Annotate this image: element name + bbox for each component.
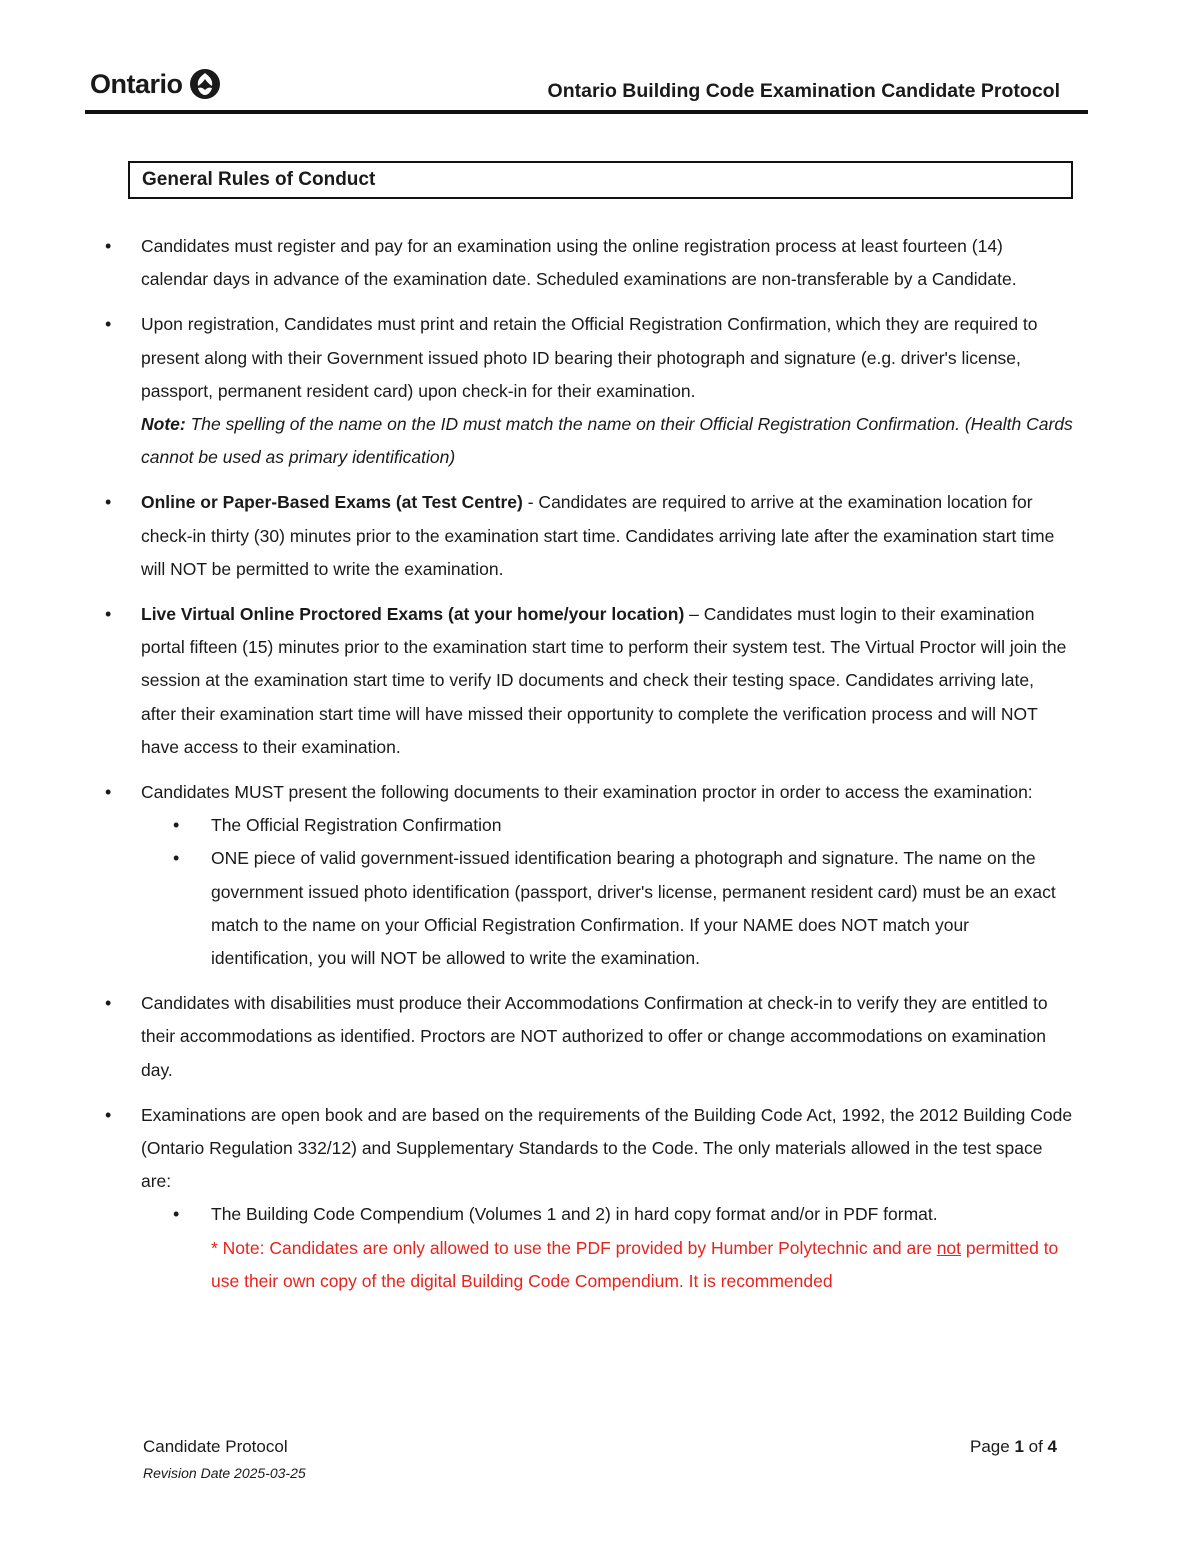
page-of: of (1023, 1437, 1048, 1456)
section-title: General Rules of Conduct (142, 169, 376, 190)
list-item (141, 1198, 1073, 1298)
rule-confirmation: Upon registration, Candidates must print and retain the Official Registration Confirmation, which they are required to present along with their Government issued photo ID bearing their photograph and signature (e.g. driver's license, passport, permanent resident card) upon check-in for their examination. (141, 314, 1038, 401)
trillium-icon (189, 68, 221, 100)
rule-virtual-heading: Live Virtual Online Proctored Exams (at your home/your location) (141, 604, 685, 625)
rule-open-book: Examinations are open book and are based on the requirements of the Building Code Act, 1992, the 2012 Building Code (Ontario Regulation 332/12) and Supplementary Standards to the Code. The only materials allowed in the test space are: (141, 1104, 1073, 1192)
materials-sublist (141, 1198, 1073, 1298)
list-item (103, 598, 1073, 764)
page-total: 4 (1047, 1437, 1057, 1456)
list-item (141, 809, 1073, 842)
rule-test-centre-heading: Online or Paper-Based Exams (at Test Centre) (141, 492, 523, 513)
page-header (85, 68, 1088, 114)
list-item (103, 308, 1073, 474)
note-label: Note: (141, 414, 186, 435)
list-item (141, 842, 1073, 975)
logo-wordmark: Ontario (90, 68, 183, 99)
pdf-note-cont: permitted to use their own copy of the digital Building Code Compendium. It is recommended (211, 1237, 1059, 1291)
ontario-logo (90, 68, 221, 100)
material-compendium: The Building Code Compendium (Volumes 1 and 2) in hard copy format and/or in PDF format. (211, 1204, 938, 1225)
list-item (103, 1099, 1073, 1298)
page-number (970, 1437, 1057, 1457)
rules-list (103, 230, 1073, 1298)
rule-test-centre-text: - Candidates are required to arrive at the examination location for check-in thirty (30) minutes prior to the examination start time. Candidates arriving late after the examination start time will NOT be permitted to write the examination. (141, 492, 1055, 579)
list-item (103, 486, 1073, 586)
rule-registration: Candidates must register and pay for an examination using the online registration process at least fourteen (14) calendar days in advance of the examination date. Scheduled examinations are non-transferable by a Candidate. (141, 236, 1017, 290)
pdf-note: * Note: Candidates are only allowed to use the PDF provided by Humber Polytechnic and are (211, 1237, 937, 1258)
footer-revision-date: Revision Date 2025-03-25 (143, 1465, 306, 1481)
list-item (103, 230, 1073, 296)
footer-doc-name: Candidate Protocol (143, 1437, 288, 1456)
list-item (103, 776, 1073, 975)
rule-documents: Candidates MUST present the following documents to their examination proctor in order to access the examination: (141, 782, 1033, 803)
page-current: 1 (1014, 1437, 1024, 1456)
note-text: The spelling of the name on the ID must match the name on their Official Registration Confirmation. (Health Cards cannot be used as primary identification) (141, 414, 1073, 468)
document-title: Ontario Building Code Examination Candidate Protocol (547, 80, 1060, 102)
section-heading-box (128, 161, 1073, 199)
pdf-note-not: not (936, 1237, 962, 1258)
documents-sublist (141, 809, 1073, 975)
doc-confirmation: The Official Registration Confirmation (211, 815, 502, 836)
rules-content (103, 230, 1073, 1310)
doc-photo-id: ONE piece of valid government-issued identification bearing a photograph and signature. The name on the government issued photo identification (passport, driver's license, permanent resident card) must be an exact match to the name on your Official Registration Confirmation. If your NAME does NOT match your identification, you will NOT be allowed to write the examination. (211, 848, 1056, 969)
rule-virtual-text: – Candidates must login to their examination portal fifteen (15) minutes prior to the examination start time to perform their system test. The Virtual Proctor will join the session at the examination start time to verify ID documents and check their testing space. Candidates arriving late, after their examination start time will have missed their opportunity to complete the verification process and will NOT have access to their examination. (141, 604, 1067, 757)
page-label: Page (970, 1437, 1015, 1456)
rule-accommodations: Candidates with disabilities must produce their Accommodations Confirmation at check-in to verify they are entitled to their accommodations as identified. Proctors are NOT authorized to offer or change accommodations on examination day. (141, 993, 1048, 1080)
list-item (103, 987, 1073, 1087)
